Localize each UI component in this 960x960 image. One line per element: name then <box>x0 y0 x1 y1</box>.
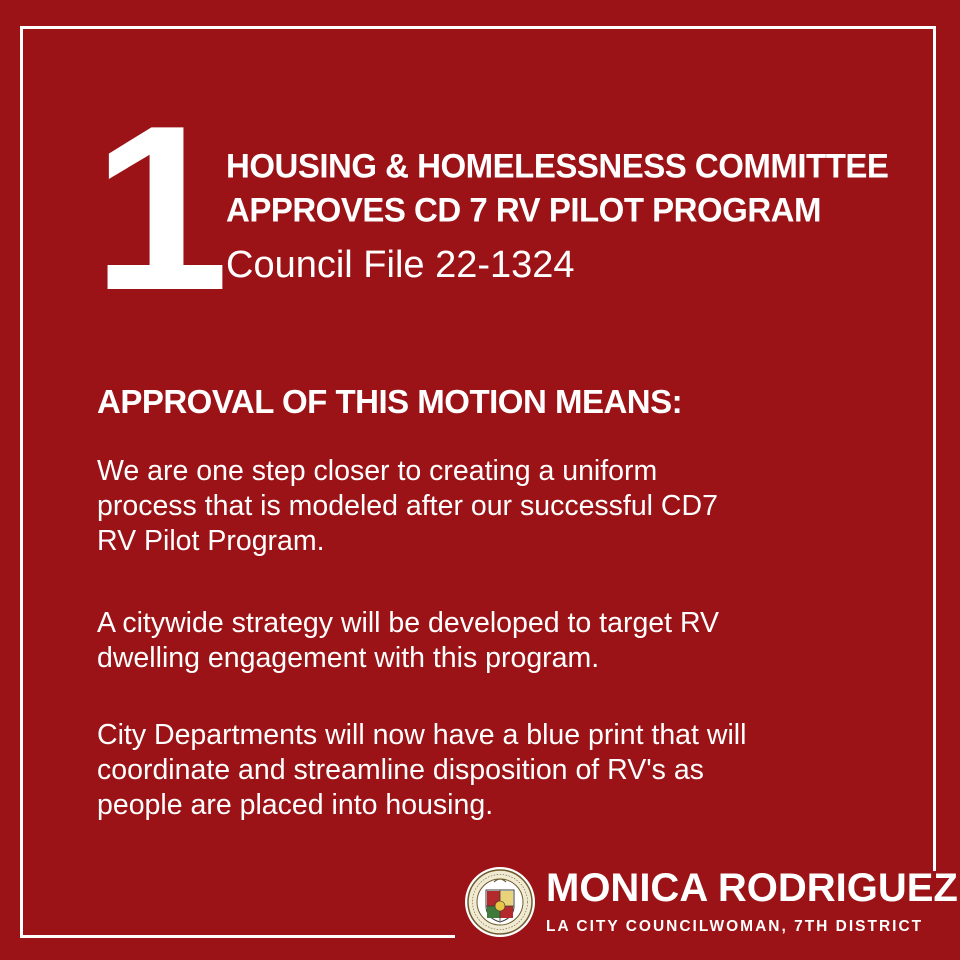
councilmember-title: LA CITY COUNCILWOMAN, 7TH DISTRICT <box>546 918 924 935</box>
paragraph-city-departments <box>97 718 897 823</box>
section-heading: APPROVAL OF THIS MOTION MEANS: <box>97 383 683 420</box>
paragraph-line: City Departments will now have a blue print that will <box>97 719 747 751</box>
city-of-los-angeles-seal-icon <box>464 866 536 938</box>
paragraph-line: process that is modeled after our successful CD7 <box>97 490 718 522</box>
headline-line-2: APPROVES CD 7 RV PILOT PROGRAM <box>226 190 821 229</box>
frame-top-border <box>20 26 936 29</box>
frame-bottom-border <box>20 935 455 938</box>
paragraph-line: dwelling engagement with this program. <box>97 642 600 674</box>
headline-line-1: HOUSING & HOMELESSNESS COMMITTEE <box>226 146 889 185</box>
frame-right-border <box>933 26 936 871</box>
paragraph-line: coordinate and streamline disposition of RV's as <box>97 754 704 786</box>
paragraph-line: people are placed into housing. <box>97 789 494 821</box>
council-file-number: Council File 22-1324 <box>226 244 575 286</box>
item-number: 1 <box>92 76 226 339</box>
headline <box>226 144 926 232</box>
councilmember-name: MONICA RODRIGUEZ <box>546 866 958 910</box>
frame-left-border <box>20 26 23 938</box>
paragraph-citywide-strategy <box>97 606 897 676</box>
paragraph-line: RV Pilot Program. <box>97 525 325 557</box>
paragraph-line: We are one step closer to creating a uniform <box>97 455 658 487</box>
paragraph-line: A citywide strategy will be developed to target RV <box>97 607 720 639</box>
paragraph-uniform-process <box>97 454 897 559</box>
